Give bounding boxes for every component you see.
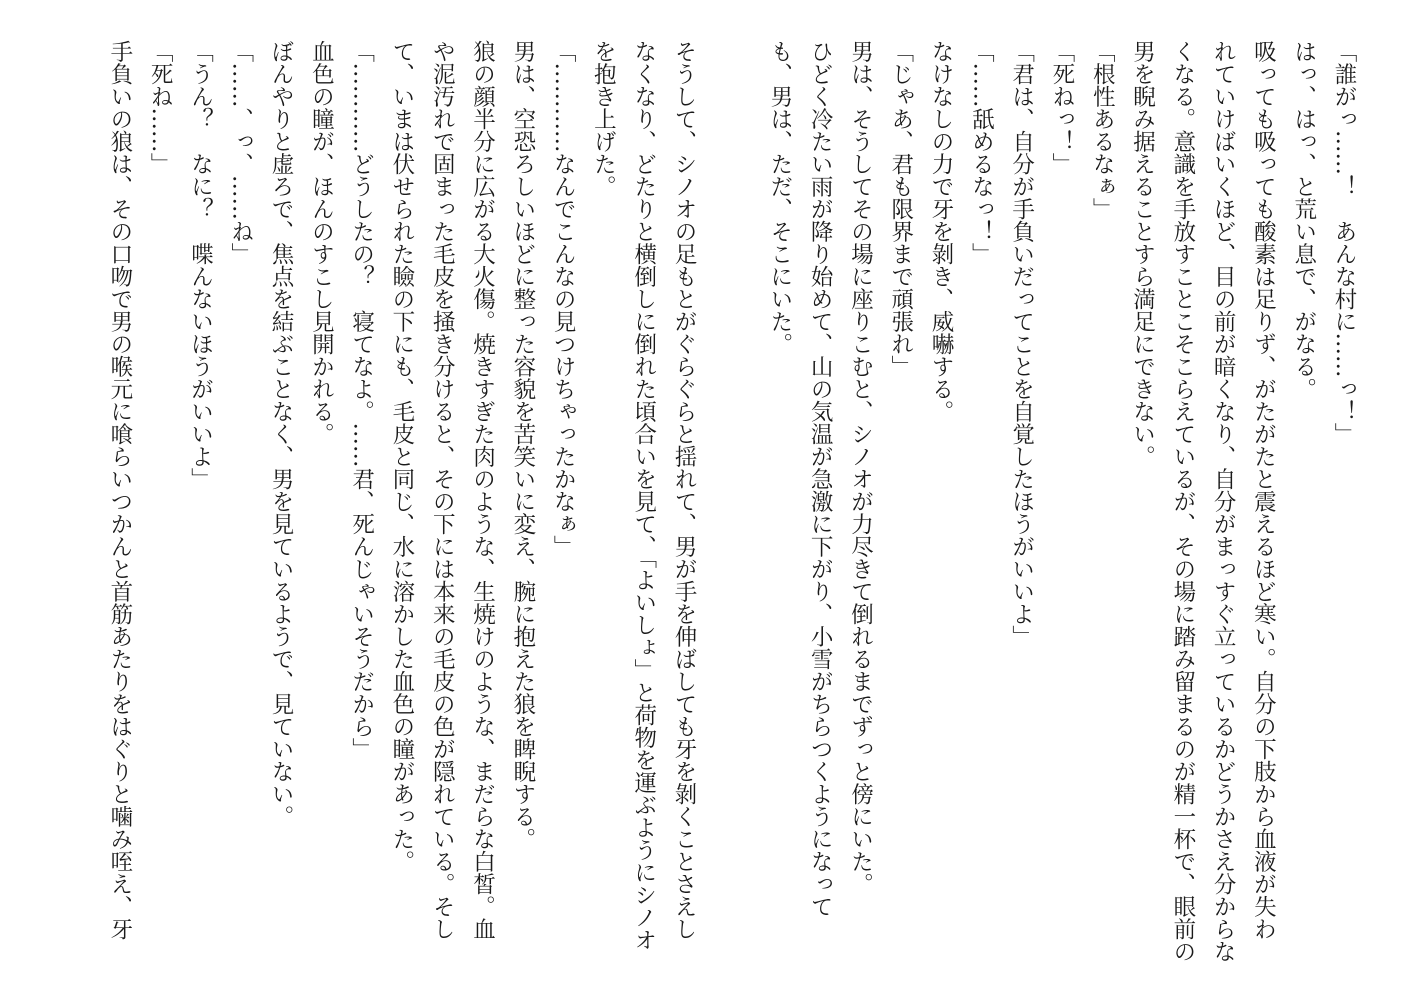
text-line: 「誰がっ……！ あんな村に……っ！」 (1331, 40, 1357, 445)
text-line: 「……、っ、……ね」 (227, 40, 254, 265)
text-line: 「…………どうしたの？ 寝てなよ。……君、死んじゃいそうだから」 (348, 40, 375, 760)
text-line: や泥汚れで固まった毛皮を掻き分けると、その下には本来の毛皮の色が隠れている。そし (429, 40, 456, 940)
text-line: 男は、そうしてその場に座りこむと、シノオが力尽きて倒れるまでずっと傍にいた。 (847, 40, 874, 895)
text-line: 「死ねっ！」 (1048, 40, 1075, 175)
text-line: 「……舐めるなっ！」 (968, 40, 995, 265)
text-line: 吸っても吸っても酸素は足りず、がたがたと震えるほど寒い。自分の下肢から血液が失わ (1250, 40, 1277, 940)
text-line: 手負いの狼は、その口吻で男の喉元に喰らいつかんと首筋あたりをはぐりと噛み咥え、牙 (106, 40, 133, 940)
text-line: 「死ね……」 (147, 40, 174, 175)
text-line: て、いまは伏せられた瞼の下にも、毛皮と同じ、水に溶かした血色の瞳があった。 (388, 40, 415, 873)
text-line: はっ、はっ、と荒い息で、がなる。 (1290, 40, 1317, 400)
left-page-text (44, 40, 704, 980)
text-line: 男は、空恐ろしいほどに整った容貌を苦笑いに変え、腕に抱えた狼を睥睨する。 (509, 40, 536, 850)
text-line: を抱き上げた。 (590, 40, 617, 198)
text-line: れていけばいくほど、目の前が暗くなり、自分がまっすぐ立っているかどうかさえ分からな (1210, 40, 1237, 963)
text-line: ぼんやりと虚ろで、焦点を結ぶことなく、男を見ているようで、見ていない。 (268, 40, 295, 828)
text-line: 「うん？ なに？ 喋んないほうがいいよ」 (187, 40, 214, 490)
text-line: なけなしの力で牙を剝き、威嚇する。 (928, 40, 955, 423)
text-line: くなる。意識を手放すことこそこらえているが、その場に踏み留まるのが精一杯で、眼前の (1169, 40, 1196, 963)
right-page-text (724, 40, 1364, 980)
text-line: 狼の顔半分に広がる大火傷。焼きすぎた肉のような、生焼けのような、まだらな白皙。血 (469, 40, 496, 940)
text-line: 「じゃあ、君も限界まで頑張れ」 (887, 40, 914, 378)
text-line: なくなり、どたりと横倒しに倒れた頃合いを見て、「よいしょ」と荷物を運ぶようにシノオ (630, 40, 657, 952)
text-line: 男を睨み据えることすら満足にできない。 (1129, 40, 1156, 468)
text-line: も、男は、ただ、そこにいた。 (766, 40, 793, 355)
text-line: 「君は、自分が手負いだってことを自覚したほうがいいよ」 (1008, 40, 1035, 648)
text-line: ひどく冷たい雨が降り始めて、山の気温が急激に下がり、小雪がちらつくようになって (807, 40, 834, 918)
text-line: 「根性あるなぁ」 (1089, 40, 1116, 220)
text-line: 血色の瞳が、ほんのすこし見開かれる。 (308, 40, 335, 445)
text-line: そうして、シノオの足もとがぐらぐらと揺れて、男が手を伸ばしても牙を剝くことさえし (671, 40, 697, 940)
text-line: 「…………なんでこんなの見つけちゃったかなぁ」 (550, 40, 577, 558)
